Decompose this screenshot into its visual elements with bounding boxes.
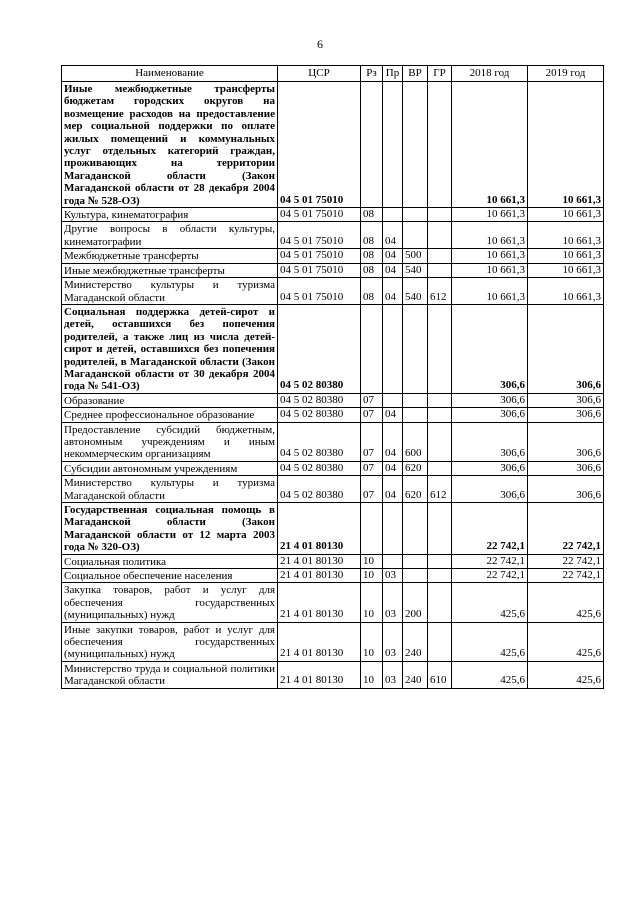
table-row xyxy=(62,583,604,622)
row-rz: 10 xyxy=(361,554,383,568)
row-vr xyxy=(403,304,428,393)
row-name: Межбюджетные трансферты xyxy=(62,249,278,263)
row-csr: 21 4 01 80130 xyxy=(278,503,361,555)
row-csr: 04 5 01 75010 xyxy=(278,263,361,277)
table-row xyxy=(62,408,604,422)
row-name: Образование xyxy=(62,393,278,407)
row-2019: 10 661,3 xyxy=(528,249,604,263)
row-vr: 620 xyxy=(403,476,428,503)
row-csr: 04 5 02 80380 xyxy=(278,408,361,422)
row-rz: 07 xyxy=(361,408,383,422)
row-csr: 04 5 01 75010 xyxy=(278,249,361,263)
row-name: Иные закупки товаров, работ и услуг для обеспечения государственных (муниципальных) нужд xyxy=(62,622,278,661)
table-row xyxy=(62,208,604,222)
row-2019: 22 742,1 xyxy=(528,554,604,568)
row-rz xyxy=(361,82,383,208)
row-vr xyxy=(403,208,428,222)
row-2019: 425,6 xyxy=(528,661,604,688)
table-row xyxy=(62,476,604,503)
row-2019: 425,6 xyxy=(528,622,604,661)
budget-table xyxy=(61,65,604,689)
row-gr xyxy=(428,503,452,555)
row-vr: 600 xyxy=(403,422,428,461)
row-csr: 21 4 01 80130 xyxy=(278,554,361,568)
header-pr: Пр xyxy=(383,66,403,82)
row-csr: 04 5 01 75010 xyxy=(278,208,361,222)
row-2019: 22 742,1 xyxy=(528,569,604,583)
row-pr: 04 xyxy=(383,422,403,461)
row-vr xyxy=(403,82,428,208)
row-name: Субсидии автономным учреждениям xyxy=(62,461,278,475)
row-2018: 306,6 xyxy=(452,461,528,475)
row-2018: 10 661,3 xyxy=(452,82,528,208)
row-name: Министерство культуры и туризма Магаданской области xyxy=(62,476,278,503)
row-name: Закупка товаров, работ и услуг для обеспечения государственных (муниципальных) нужд xyxy=(62,583,278,622)
row-name: Среднее профессиональное образование xyxy=(62,408,278,422)
row-vr xyxy=(403,222,428,249)
row-vr xyxy=(403,554,428,568)
row-rz: 10 xyxy=(361,583,383,622)
row-2019: 306,6 xyxy=(528,476,604,503)
row-gr: 612 xyxy=(428,278,452,305)
row-gr xyxy=(428,393,452,407)
row-rz: 08 xyxy=(361,222,383,249)
row-vr xyxy=(403,503,428,555)
row-csr: 04 5 02 80380 xyxy=(278,422,361,461)
row-csr: 21 4 01 80130 xyxy=(278,622,361,661)
row-rz: 10 xyxy=(361,622,383,661)
row-vr xyxy=(403,569,428,583)
row-pr: 04 xyxy=(383,278,403,305)
row-rz xyxy=(361,503,383,555)
table-row xyxy=(62,278,604,305)
row-2018: 10 661,3 xyxy=(452,249,528,263)
row-rz: 10 xyxy=(361,569,383,583)
row-name: Культура, кинематография xyxy=(62,208,278,222)
row-pr xyxy=(383,208,403,222)
row-pr xyxy=(383,503,403,555)
row-pr: 04 xyxy=(383,222,403,249)
row-pr: 03 xyxy=(383,622,403,661)
row-csr: 04 5 02 80380 xyxy=(278,304,361,393)
row-2018: 22 742,1 xyxy=(452,554,528,568)
row-2018: 425,6 xyxy=(452,622,528,661)
header-row xyxy=(62,66,604,82)
row-rz: 10 xyxy=(361,661,383,688)
row-2018: 306,6 xyxy=(452,408,528,422)
row-2018: 22 742,1 xyxy=(452,503,528,555)
page-number: 6 xyxy=(317,37,323,51)
row-csr: 04 5 01 75010 xyxy=(278,222,361,249)
table-row xyxy=(62,82,604,208)
row-name: Иные межбюджетные трансферты xyxy=(62,263,278,277)
row-csr: 04 5 02 80380 xyxy=(278,393,361,407)
row-2019: 306,6 xyxy=(528,393,604,407)
row-gr xyxy=(428,263,452,277)
row-csr: 04 5 01 75010 xyxy=(278,82,361,208)
row-2018: 425,6 xyxy=(452,583,528,622)
header-2018: 2018 год xyxy=(452,66,528,82)
row-2019: 306,6 xyxy=(528,461,604,475)
table-row xyxy=(62,422,604,461)
row-rz: 08 xyxy=(361,249,383,263)
row-gr xyxy=(428,249,452,263)
row-vr xyxy=(403,408,428,422)
row-csr: 21 4 01 80130 xyxy=(278,583,361,622)
row-pr: 04 xyxy=(383,476,403,503)
row-2018: 306,6 xyxy=(452,304,528,393)
row-2019: 10 661,3 xyxy=(528,208,604,222)
row-name: Министерство труда и социальной политики Магаданской области xyxy=(62,661,278,688)
row-2019: 425,6 xyxy=(528,583,604,622)
row-csr: 04 5 02 80380 xyxy=(278,476,361,503)
row-gr xyxy=(428,304,452,393)
row-rz: 08 xyxy=(361,278,383,305)
row-2019: 10 661,3 xyxy=(528,82,604,208)
header-name: Наименование xyxy=(62,66,278,82)
row-gr xyxy=(428,222,452,249)
row-pr: 04 xyxy=(383,249,403,263)
row-2019: 22 742,1 xyxy=(528,503,604,555)
row-gr xyxy=(428,622,452,661)
row-2018: 10 661,3 xyxy=(452,278,528,305)
row-2018: 10 661,3 xyxy=(452,263,528,277)
table-row xyxy=(62,554,604,568)
row-2019: 10 661,3 xyxy=(528,278,604,305)
row-rz: 07 xyxy=(361,393,383,407)
row-pr: 04 xyxy=(383,461,403,475)
row-csr: 04 5 02 80380 xyxy=(278,461,361,475)
row-2018: 306,6 xyxy=(452,393,528,407)
row-name: Иные межбюджетные трансферты бюджетам городских округов на возмещение расходов на предоставление мер социальной поддержки по оплате жилых помещений и коммунальных услуг отдельных категорий граждан, проживающих на территории Магаданской области (Закон Магаданской области от 28 декабря 2004 года № 528-ОЗ) xyxy=(62,82,278,208)
row-gr xyxy=(428,82,452,208)
row-2018: 10 661,3 xyxy=(452,208,528,222)
row-vr: 200 xyxy=(403,583,428,622)
row-2018: 306,6 xyxy=(452,422,528,461)
header-csr: ЦСР xyxy=(278,66,361,82)
row-pr: 03 xyxy=(383,661,403,688)
row-2018: 22 742,1 xyxy=(452,569,528,583)
row-pr xyxy=(383,304,403,393)
header-rz: Рз xyxy=(361,66,383,82)
row-vr: 620 xyxy=(403,461,428,475)
row-pr xyxy=(383,554,403,568)
row-gr xyxy=(428,461,452,475)
table-row xyxy=(62,622,604,661)
row-2018: 425,6 xyxy=(452,661,528,688)
table-row xyxy=(62,569,604,583)
row-name: Министерство культуры и туризма Магаданской области xyxy=(62,278,278,305)
row-pr xyxy=(383,82,403,208)
row-rz: 07 xyxy=(361,422,383,461)
row-gr xyxy=(428,408,452,422)
row-2018: 10 661,3 xyxy=(452,222,528,249)
table-row xyxy=(62,393,604,407)
header-gr: ГР xyxy=(428,66,452,82)
row-gr xyxy=(428,208,452,222)
row-2019: 10 661,3 xyxy=(528,222,604,249)
row-vr: 240 xyxy=(403,661,428,688)
row-rz: 08 xyxy=(361,263,383,277)
row-2019: 306,6 xyxy=(528,422,604,461)
row-gr: 610 xyxy=(428,661,452,688)
table-row xyxy=(62,222,604,249)
row-csr: 04 5 01 75010 xyxy=(278,278,361,305)
row-name: Социальная поддержка детей-сирот и детей, оставшихся без попечения родителей, а также лиц из числа детей-сирот и детей, оставшихся без попечения родителей, в Магаданской области (Закон Магаданской области от 30 декабря 2004 года № 541-ОЗ) xyxy=(62,304,278,393)
table-row xyxy=(62,461,604,475)
row-gr: 612 xyxy=(428,476,452,503)
header-vr: ВР xyxy=(403,66,428,82)
row-gr xyxy=(428,554,452,568)
row-vr: 500 xyxy=(403,249,428,263)
table-row xyxy=(62,661,604,688)
row-pr: 03 xyxy=(383,583,403,622)
row-name: Другие вопросы в области культуры, кинематографии xyxy=(62,222,278,249)
row-2019: 306,6 xyxy=(528,408,604,422)
table-row xyxy=(62,249,604,263)
row-vr: 540 xyxy=(403,263,428,277)
row-pr xyxy=(383,393,403,407)
row-gr xyxy=(428,422,452,461)
table-row xyxy=(62,263,604,277)
row-rz: 08 xyxy=(361,208,383,222)
row-vr: 240 xyxy=(403,622,428,661)
table-row xyxy=(62,503,604,555)
row-pr: 04 xyxy=(383,263,403,277)
row-name: Государственная социальная помощь в Магаданской области (Закон Магаданской области от 12 марта 2003 года № 320-ОЗ) xyxy=(62,503,278,555)
row-vr: 540 xyxy=(403,278,428,305)
row-gr xyxy=(428,583,452,622)
header-2019: 2019 год xyxy=(528,66,604,82)
row-2018: 306,6 xyxy=(452,476,528,503)
row-2019: 10 661,3 xyxy=(528,263,604,277)
row-name: Предоставление субсидий бюджетным, автономным учреждениям и иным некоммерческим организациям xyxy=(62,422,278,461)
row-pr: 03 xyxy=(383,569,403,583)
table-row xyxy=(62,304,604,393)
row-vr xyxy=(403,393,428,407)
row-csr: 21 4 01 80130 xyxy=(278,569,361,583)
row-pr: 04 xyxy=(383,408,403,422)
row-name: Социальная политика xyxy=(62,554,278,568)
row-2019: 306,6 xyxy=(528,304,604,393)
row-name: Социальное обеспечение населения xyxy=(62,569,278,583)
row-rz xyxy=(361,304,383,393)
row-gr xyxy=(428,569,452,583)
row-rz: 07 xyxy=(361,461,383,475)
row-csr: 21 4 01 80130 xyxy=(278,661,361,688)
row-rz: 07 xyxy=(361,476,383,503)
